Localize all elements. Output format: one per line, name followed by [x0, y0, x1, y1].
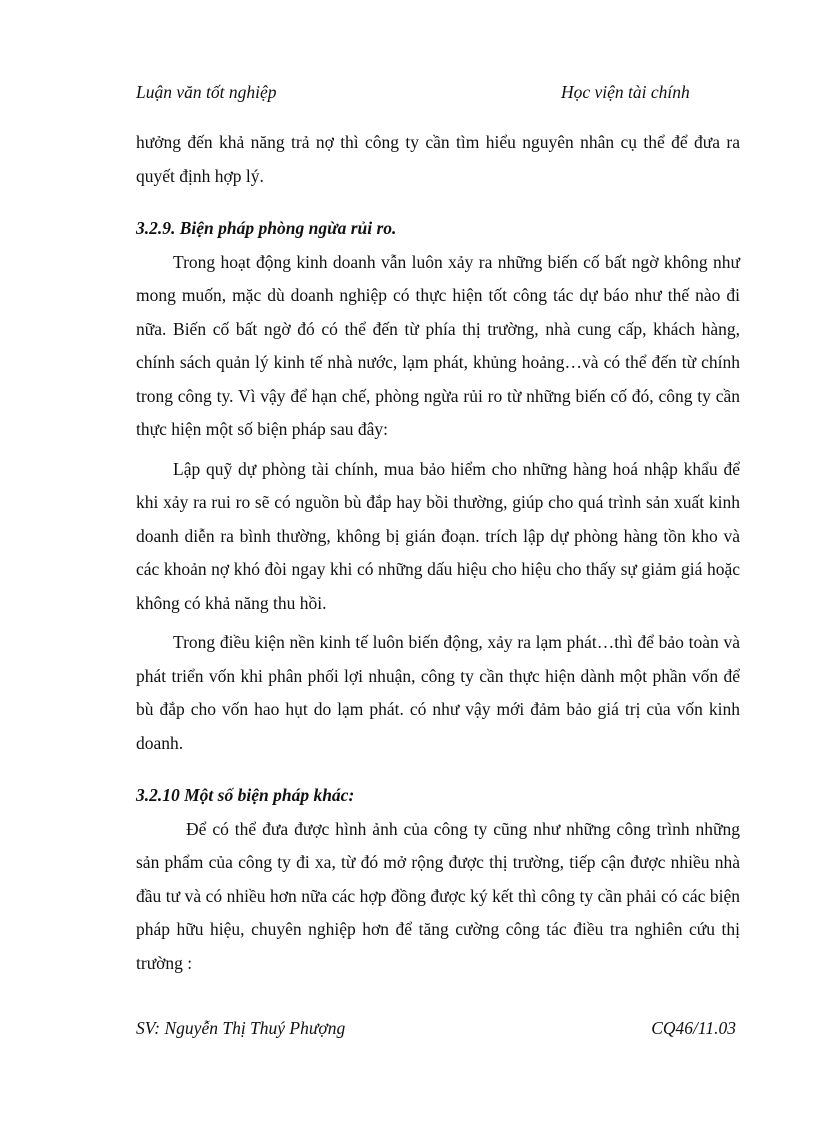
paragraph-inflation: Trong điều kiện nền kinh tế luôn biến động, xảy ra lạm phát…thì để bảo toàn và phát triển vốn khi phân phối lợi nhuận, công ty cần thực hiện dành một phần vốn để bù đắp cho vốn hao hụt do lạm phát. có như vậy mới đảm bảo giá trị của vốn kinh doanh.	[136, 632, 740, 753]
section-heading-3-2-10: 3.2.10 Một số biện pháp khác:	[136, 785, 355, 805]
footer-class-code: CQ46/11.03	[651, 1018, 736, 1038]
paragraph-risk-intro: Trong hoạt động kinh doanh vẫn luôn xảy ra những biến cố bất ngờ không như mong muốn, mặc dù doanh nghiệp có thực hiện tốt công tác dự báo như thế nào đi nữa. Biến cố bất ngờ đó có thể đến từ phía thị trường, nhà cung cấp, khách hàng, chính sách quản lý kinh tế nhà nước, lạm phát, khủng hoảng…và có thể đến từ chính trong công ty. Vì vậy để hạn chế, phòng ngừa rủi ro từ những biến cố đó, công ty cần thực hiện một số biện pháp sau đây:	[136, 251, 740, 439]
paragraph-reserve-fund: Lập quỹ dự phòng tài chính, mua bảo hiểm cho những hàng hoá nhập khẩu để khi xảy ra rui ro sẽ có nguồn bù đắp hay bồi thường, giúp cho quá trình sản xuất kinh doanh diễn ra bình thường, không bị gián đoạn. trích lập dự phòng hàng tồn kho và các khoản nợ khó đòi ngay khi có những dấu hiệu cho hiệu cho thấy sự giảm giá hoặc không có khả năng thu hồi.	[136, 458, 740, 613]
header-thesis-label: Luận văn tốt nghiệp	[136, 82, 277, 102]
paragraph-other-measures: Để có thể đưa được hình ảnh của công ty cũng như những công trình những sản phẩm của công ty đi xa, từ đó mở rộng được thị trường, tiếp cận được nhiều nhà đầu tư và có nhiều hơn nữa các hợp đồng được ký kết thì công ty cần phải có các biện pháp hữu hiệu, chuyên nghiệp hơn để tăng cường công tác điều tra nghiên cứu thị trường :	[136, 818, 740, 973]
section-heading-3-2-9: 3.2.9. Biện pháp phòng ngừa rủi ro.	[136, 218, 397, 238]
continuation-paragraph: hưởng đến khả năng trả nợ thì công ty cần tìm hiểu nguyên nhân cụ thể để đưa ra quyết định hợp lý.	[136, 132, 740, 186]
page-body	[136, 126, 740, 980]
page-header	[136, 82, 736, 108]
footer-student-name: SV: Nguyễn Thị Thuý Phượng	[136, 1018, 346, 1038]
header-institution: Học viện tài chính	[561, 82, 690, 102]
page-footer	[136, 1018, 736, 1044]
